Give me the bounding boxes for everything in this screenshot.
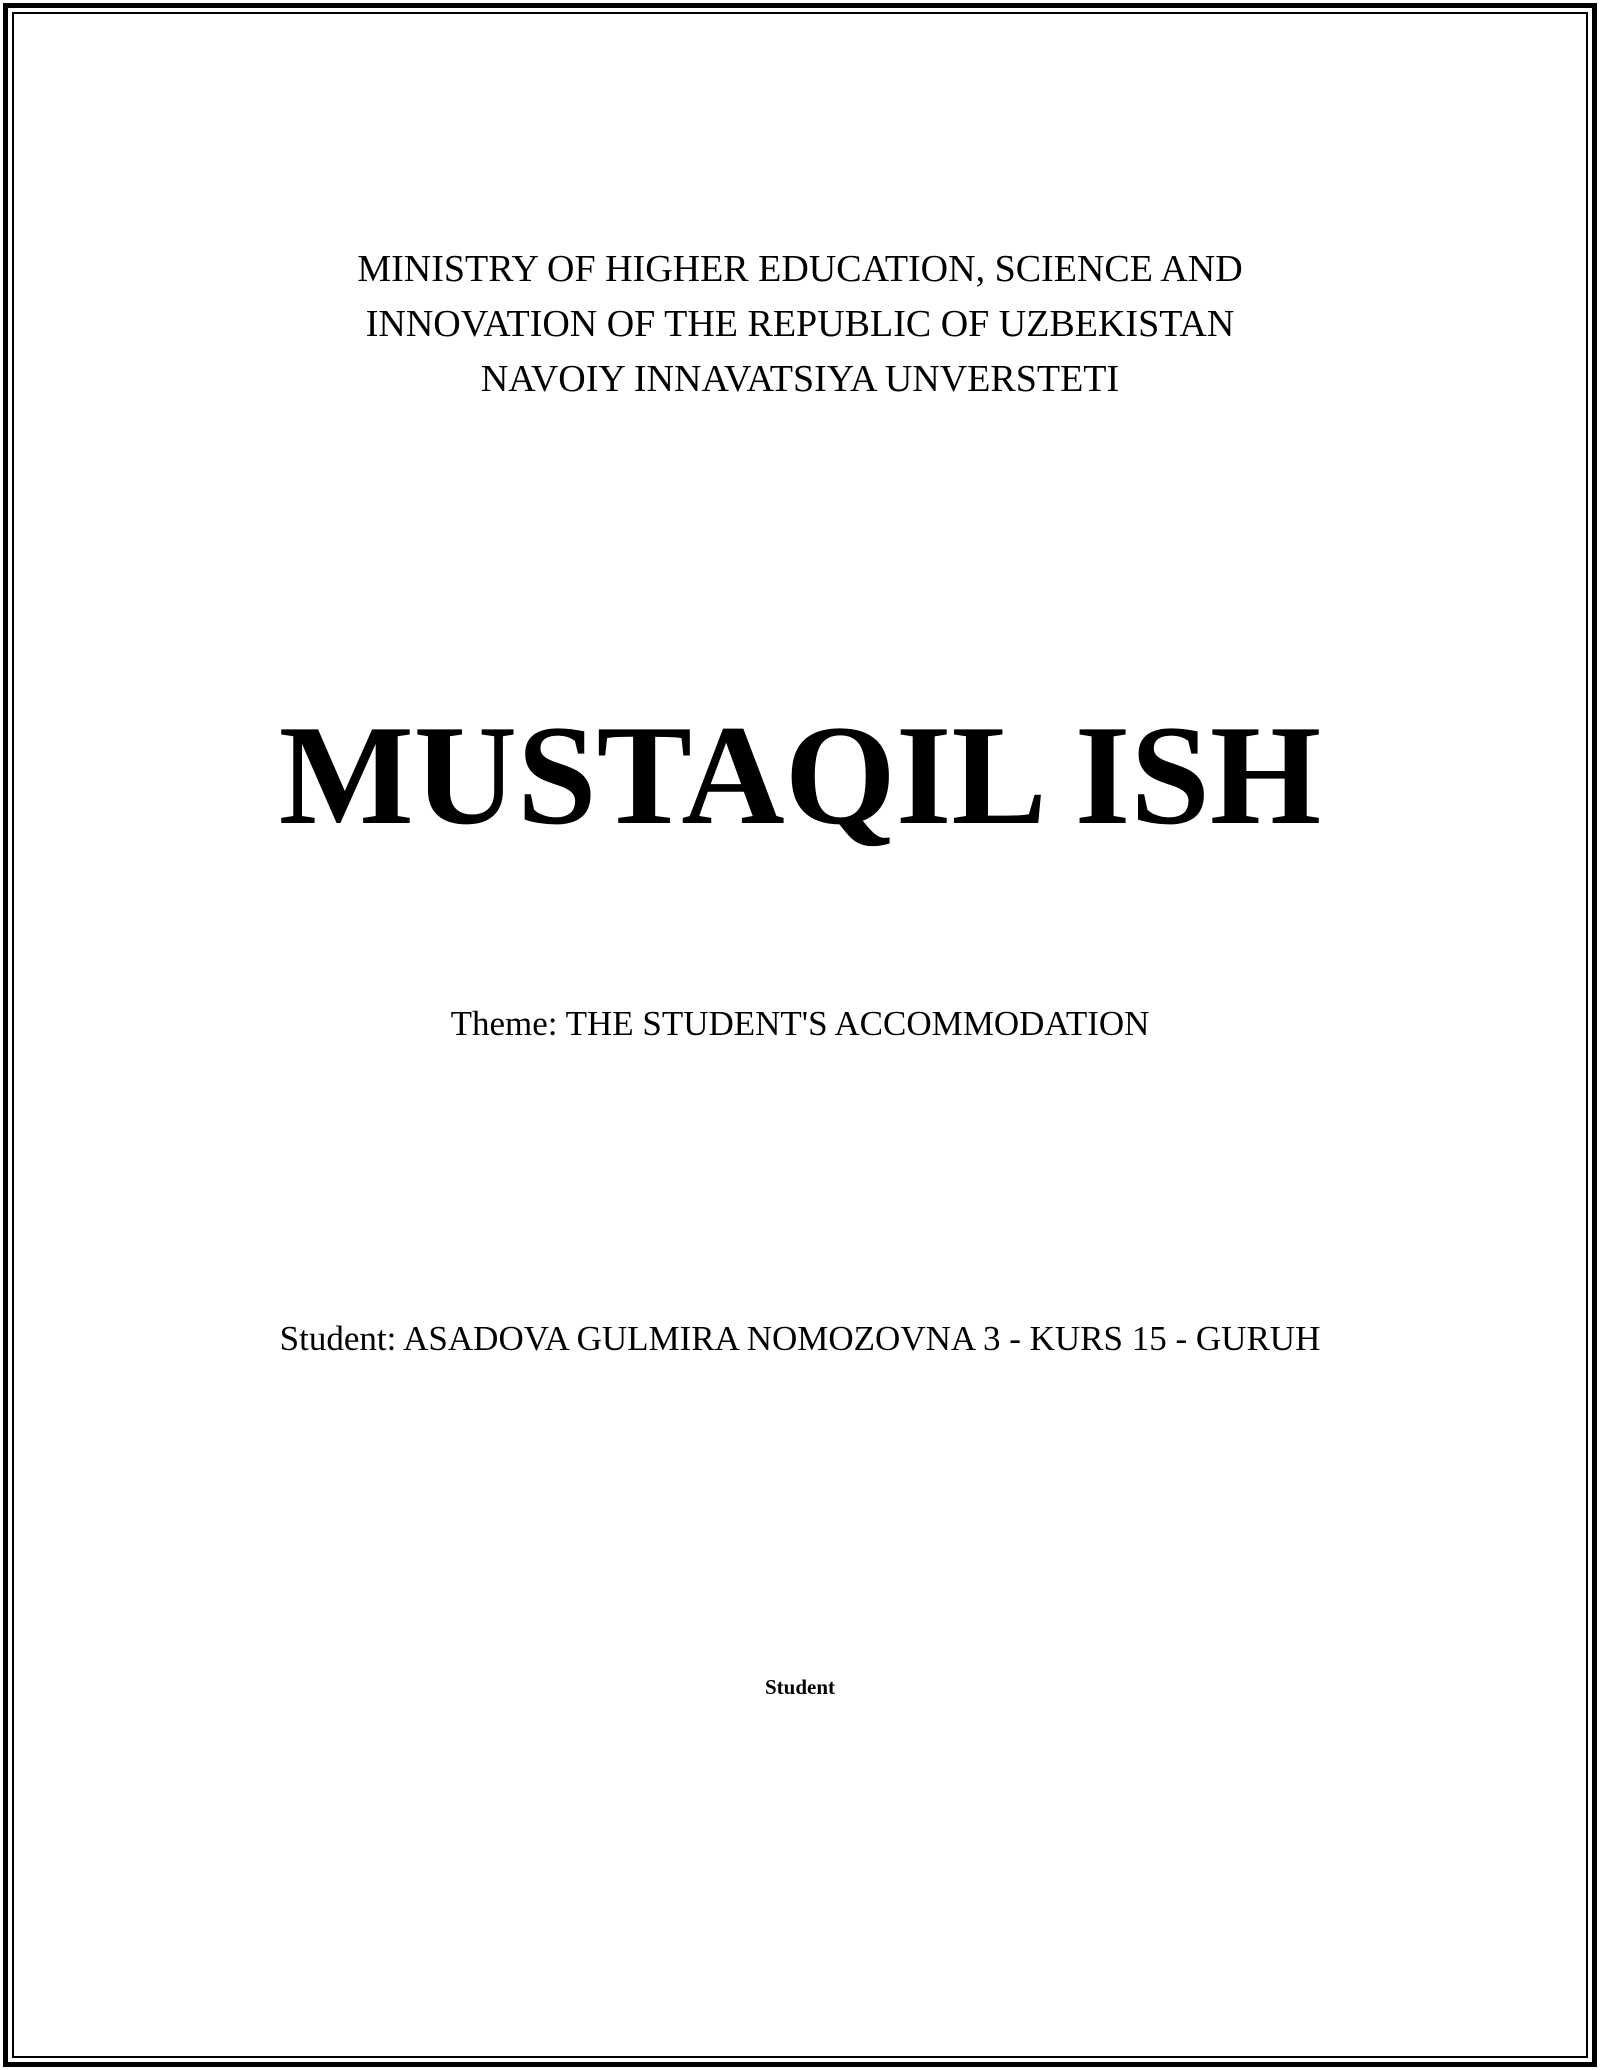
footer-student-label: Student — [764, 1675, 836, 1699]
document-title: MUSTAQIL ISH — [278, 696, 1322, 854]
header-line-ministry: MINISTRY OF HIGHER EDUCATION, SCIENCE AND — [357, 248, 1243, 290]
header-line-university: NAVOIY INNAVATSIYA UNVERSTETI — [480, 358, 1120, 400]
header-line-republic: INNOVATION OF THE REPUBLIC OF UZBEKISTAN — [365, 303, 1235, 345]
theme-line: Theme: THE STUDENT'S ACCOMMODATION — [450, 1004, 1150, 1043]
student-info: Student: ASADOVA GULMIRA NOMOZOVNA 3 - KURS 15 - GURUH — [279, 1319, 1321, 1358]
institution-header — [0, 242, 1600, 407]
